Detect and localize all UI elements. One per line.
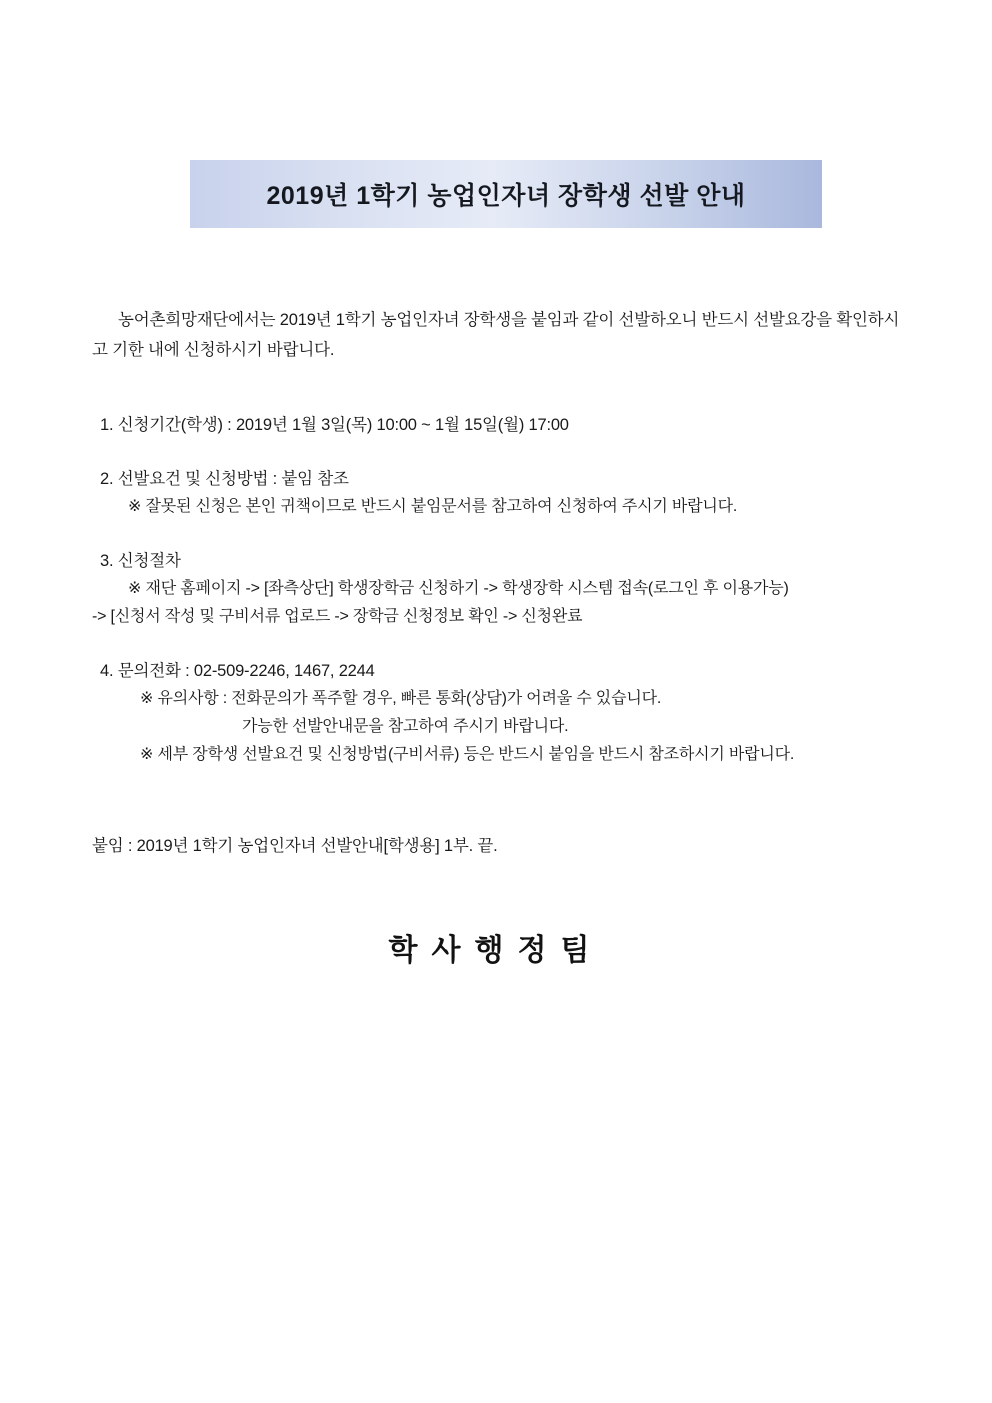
item-note: ※ 잘못된 신청은 본인 귀책이므로 반드시 붙임문서를 참고하여 신청하여 주시기 바랍니다. — [128, 498, 738, 515]
attachment-line: 붙임 : 2019년 1학기 농업인자녀 선발안내[학생용] 1부. 끝. — [92, 836, 498, 855]
item-text: 신청절차 — [117, 552, 181, 570]
item-note: ※ 재단 홈페이지 -> [좌측상단] 학생장학금 신청하기 -> 학생장학 시스템 접속(로그인 후 이용가능) — [128, 580, 789, 597]
item-heading — [92, 657, 904, 685]
title-banner — [190, 160, 822, 228]
item-heading — [92, 465, 904, 493]
item-note: ※ 유의사항 : 전화문의가 폭주할 경우, 빠른 통화(상담)가 어려울 수 있습니다. — [140, 690, 662, 707]
list-item — [92, 465, 904, 521]
item-number: 2. — [100, 470, 114, 488]
item-heading — [92, 547, 904, 575]
list-item — [92, 547, 904, 631]
document-body — [92, 305, 904, 876]
item-note-continued: 가능한 선발안내문을 참고하여 주시기 바랍니다. — [242, 718, 569, 735]
list-item — [92, 657, 904, 769]
item-number: 1. — [100, 416, 114, 434]
item-number: 3. — [100, 552, 114, 570]
signature-block: 학사행정팀 — [388, 934, 604, 967]
item-number: 4. — [100, 662, 114, 680]
item-text: 문의전화 : 02-509-2246, 1467, 2244 — [117, 662, 375, 680]
list-item — [92, 411, 904, 439]
item-note-continued: -> [신청서 작성 및 구비서류 업로드 -> 장학금 신청정보 확인 -> 신청완료 — [92, 608, 583, 625]
item-text: 신청기간(학생) : 2019년 1월 3일(목) 10:00 ~ 1월 15일(월) 17:00 — [117, 416, 569, 434]
item-text: 선발요건 및 신청방법 : 붙임 참조 — [117, 470, 349, 488]
item-note-secondary: ※ 세부 장학생 선발요건 및 신청방법(구비서류) 등은 반드시 붙임을 반드시 참조하시기 바랍니다. — [140, 746, 795, 763]
intro-paragraph: 농어촌희망재단에서는 2019년 1학기 농업인자녀 장학생을 붙임과 같이 선발하오니 반드시 선발요강을 확인하시고 기한 내에 신청하시기 바랍니다. — [92, 311, 900, 359]
item-heading — [92, 411, 904, 439]
page-title: 2019년 1학기 농업인자녀 장학생 선발 안내 — [266, 182, 746, 210]
